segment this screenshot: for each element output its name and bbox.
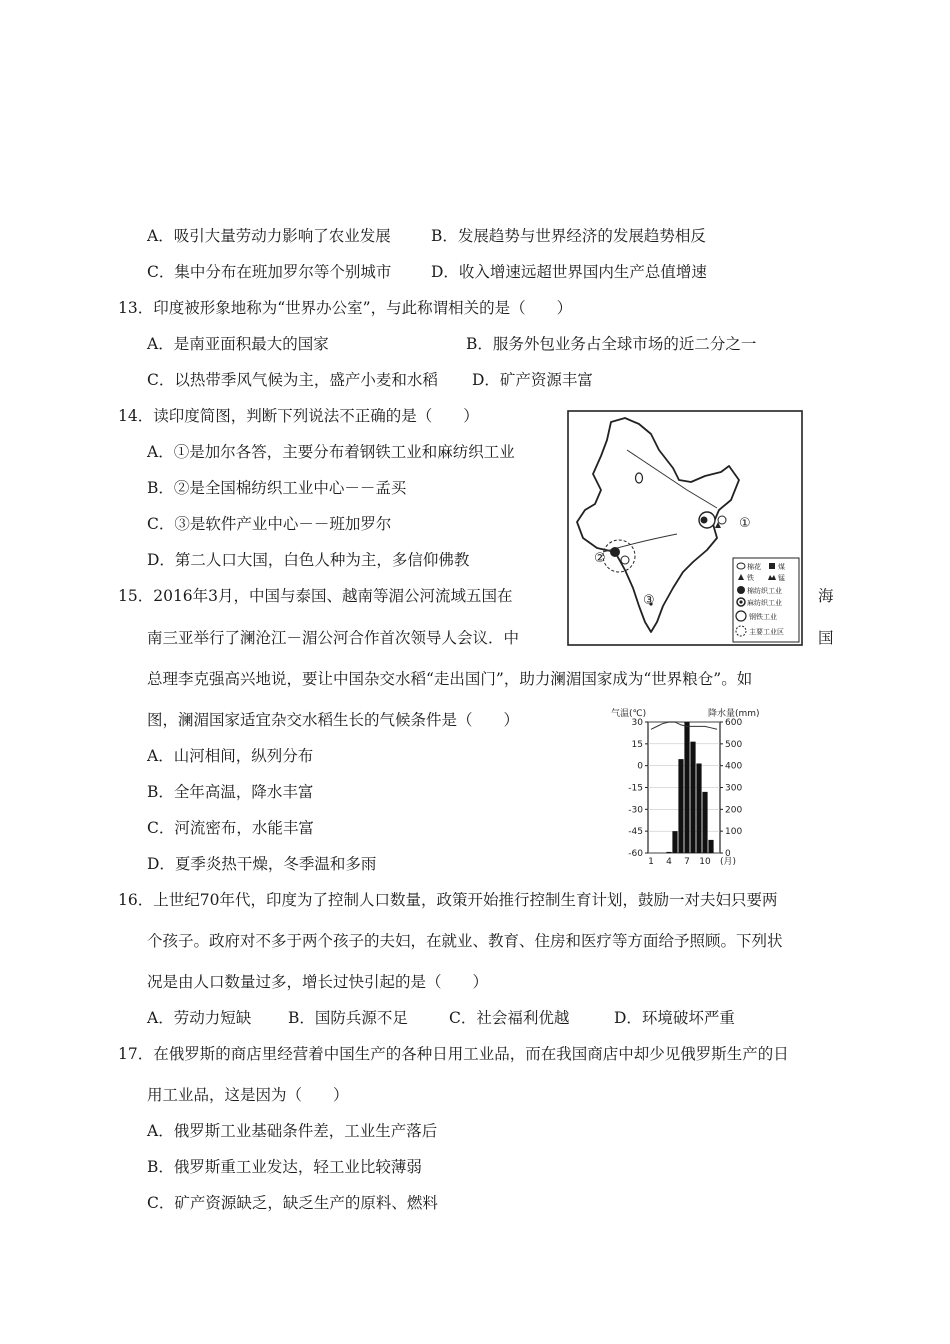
left-tick-label: 15: [631, 739, 643, 750]
left-tick-label: 30: [631, 718, 643, 728]
legend-jute-textile: 麻纺织工业: [747, 599, 782, 607]
q16-option-d: D．环境破坏严重: [614, 1009, 735, 1027]
x-tick-label: 10: [699, 857, 711, 866]
precipitation-bar: [708, 840, 713, 853]
precipitation-bar: [666, 852, 671, 853]
legend-iron: 铁: [747, 574, 754, 582]
right-tick-label: 200: [725, 805, 743, 816]
left-tick-label: -30: [628, 805, 643, 816]
legend-cotton-textile: 棉纺织工业: [747, 587, 782, 595]
precipitation-bar: [696, 763, 701, 853]
q17-option-a: A．俄罗斯工业基础条件差，工业生产落后: [147, 1122, 438, 1140]
q16-line-2: 个孩子。政府对不多于两个孩子的夫妇，在就业、教育、住房和医疗等方面给予照顾。下列状: [147, 932, 783, 950]
q14-option-a: A．①是加尔各答，主要分布着钢铁工业和麻纺织工业: [147, 443, 515, 461]
q17-option-b: B．俄罗斯重工业发达，轻工业比较薄弱: [147, 1158, 422, 1176]
right-tick-label: 500: [725, 739, 743, 750]
q14-stem: 14．读印度简图，判断下列说法不正确的是（ ）: [118, 407, 479, 425]
q13-option-d: D．矿产资源丰富: [472, 371, 593, 389]
x-tick-label: 7: [684, 857, 690, 866]
precipitation-bar: [672, 831, 677, 853]
q16-option-a: A．劳动力短缺: [147, 1009, 252, 1027]
legend-industrial-zone: 主要工业区: [749, 628, 784, 636]
right-tick-label: 600: [725, 718, 743, 728]
q15-option-d: D．夏季炎热干燥，冬季温和多雨: [147, 855, 377, 873]
legend-steel: 钢铁工业: [749, 613, 777, 621]
q15-line-1: 15．2016年3月，中国与泰国、越南等湄公河流域五国在: [118, 587, 513, 605]
q15-line-3: 总理李克强高兴地说，要让中国杂交水稻“走出国门”，助力澜湄国家成为“世界粮仓”。如: [147, 670, 753, 688]
precipitation-bar: [678, 759, 683, 853]
q15-line-1-end: 海: [818, 587, 834, 605]
left-tick-label: -15: [628, 783, 643, 794]
x-tick-label: 1: [648, 857, 654, 866]
india-map-figure: [567, 410, 803, 646]
map-marker-3: ③: [643, 593, 655, 608]
q12-option-c: C．集中分布在班加罗尔等个别城市: [147, 263, 392, 281]
map-marker-2: ②: [594, 551, 606, 566]
x-tick-label: 4: [666, 857, 672, 866]
right-tick-label: 100: [725, 827, 743, 838]
x-axis-label: (月): [720, 857, 737, 866]
q15-option-a: A．山河相间，纵列分布: [147, 747, 314, 765]
precipitation-bar: [690, 742, 695, 853]
precipitation-bar: [684, 722, 689, 853]
q14-option-c: C．③是软件产业中心－－班加罗尔: [147, 515, 392, 533]
q15-line-4: 图，澜湄国家适宜杂交水稻生长的气候条件是（ ）: [147, 711, 520, 729]
legend-manganese: 锰: [778, 574, 785, 582]
q12-option-a: A．吸引大量劳动力影响了农业发展: [147, 227, 391, 245]
legend-cotton: 棉花: [747, 563, 761, 571]
left-tick-label: -60: [628, 849, 643, 859]
left-tick-label: 0: [637, 761, 643, 772]
q13-stem: 13．印度被形象地称为“世界办公室”，与此称谓相关的是（ ）: [118, 299, 573, 317]
q12-option-b: B．发展趋势与世界经济的发展趋势相反: [431, 227, 706, 245]
map-marker-1: ①: [739, 516, 751, 531]
right-tick-label: 0: [725, 849, 731, 859]
q14-option-d: D．第二人口大国，白色人种为主，多信仰佛教: [147, 551, 470, 569]
q13-option-c: C．以热带季风气候为主，盛产小麦和水稻: [147, 371, 438, 389]
q17-line-1: 17．在俄罗斯的商店里经营着中国生产的各种日用工业品，而在我国商店中却少见俄罗斯生产的日: [118, 1045, 789, 1063]
y-axis-left-label: 气温(℃): [611, 709, 647, 719]
legend-coal: 煤: [778, 563, 785, 571]
map-legend: [733, 558, 799, 642]
q16-line-1: 16．上世纪70年代，印度为了控制人口数量，政策开始推行控制生育计划，鼓励一对夫妇只要两: [118, 891, 778, 909]
q16-option-c: C．社会福利优越: [449, 1009, 570, 1027]
q17-line-2: 用工业品，这是因为（ ）: [147, 1086, 349, 1104]
q15-option-b: B．全年高温，降水丰富: [147, 783, 314, 801]
right-tick-label: 300: [725, 783, 743, 794]
climate-chart-figure: [608, 702, 774, 866]
right-tick-label: 400: [725, 761, 743, 772]
q12-option-d: D．收入增速远超世界国内生产总值增速: [431, 263, 707, 281]
q15-option-c: C．河流密布，水能丰富: [147, 819, 314, 837]
q15-line-2: 南三亚举行了澜沧江－湄公河合作首次领导人会议．中: [147, 629, 520, 647]
q13-option-a: A．是南亚面积最大的国家: [147, 335, 329, 353]
q17-option-c: C．矿产资源缺乏，缺乏生产的原料、燃料: [147, 1194, 438, 1212]
precipitation-bar: [702, 792, 707, 853]
q14-option-b: B．②是全国棉纺织工业中心－－孟买: [147, 479, 407, 497]
q16-option-b: B．国防兵源不足: [288, 1009, 408, 1027]
y-axis-right-label: 降水量(mm): [708, 709, 760, 719]
q16-line-3: 况是由人口数量过多，增长过快引起的是（ ）: [147, 973, 489, 991]
q15-line-2-end: 国: [818, 629, 834, 647]
q13-option-b: B．服务外包业务占全球市场的近二分之一: [466, 335, 757, 353]
left-tick-label: -45: [628, 827, 643, 838]
